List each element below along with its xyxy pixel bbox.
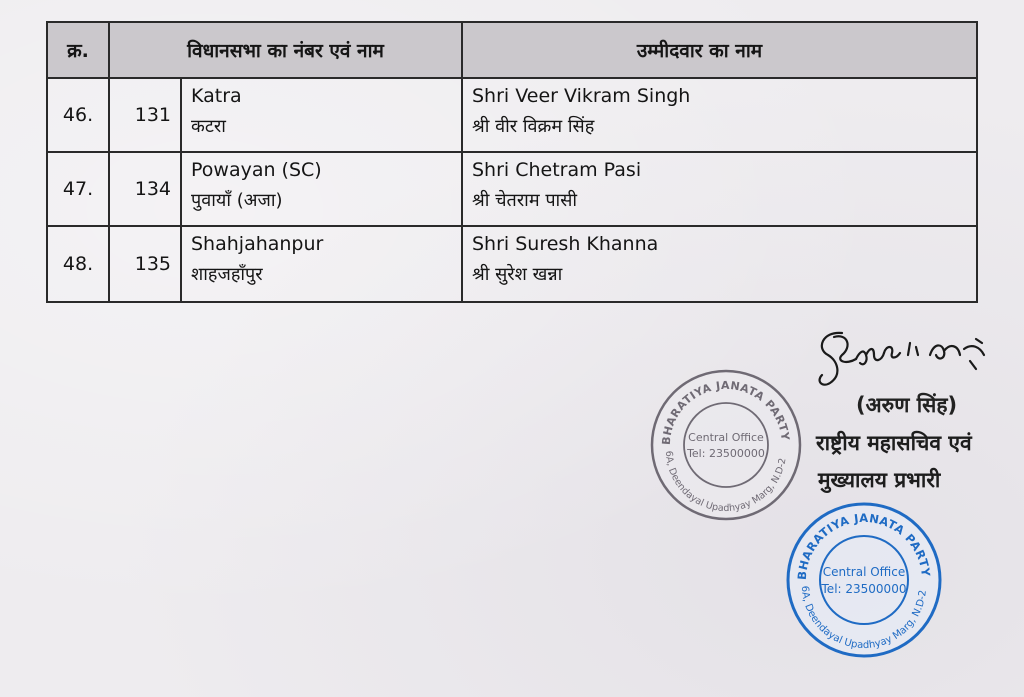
row-serial: 47. <box>48 153 110 225</box>
stamp-address: 6A, Deendayal Upadhyay Marg, N.D-2 <box>798 585 929 652</box>
constituency-number: 134 <box>110 153 182 225</box>
constituency-name-hi: पुवायाँ (अजा) <box>191 189 283 211</box>
stamp-tel: Tel: 23500000 <box>821 582 907 596</box>
designation-line-1: राष्ट्रीय महासचिव एवं <box>816 431 972 455</box>
header-constituency: विधानसभा का नंबर एवं नाम <box>110 23 463 77</box>
constituency-name-en: Powayan (SC) <box>191 159 322 181</box>
constituency-name-en: Shahjahanpur <box>191 233 324 255</box>
candidate-table <box>46 21 978 303</box>
candidate-name-hi: श्री वीर विक्रम सिंह <box>472 115 595 137</box>
candidate-name <box>463 227 976 301</box>
constituency-number: 135 <box>110 227 182 301</box>
row-serial: 46. <box>48 79 110 151</box>
signature-scribble <box>812 325 992 395</box>
signatory-designation <box>816 425 972 499</box>
stamp-org: BHARATIYA JANATA PARTY <box>794 510 934 581</box>
candidate-name-hi: श्री चेतराम पासी <box>472 189 578 211</box>
constituency-name <box>182 79 463 151</box>
table-row <box>48 153 976 227</box>
candidate-name-en: Shri Veer Vikram Singh <box>472 85 691 107</box>
table-header-row <box>48 23 976 79</box>
candidate-name-hi: श्री सुरेश खन्ना <box>472 263 563 285</box>
row-serial: 48. <box>48 227 110 301</box>
constituency-name-en: Katra <box>191 85 242 107</box>
constituency-name-hi: कटरा <box>191 115 226 137</box>
candidate-name-en: Shri Suresh Khanna <box>472 233 659 255</box>
designation-line-2: मुख्यालय प्रभारी <box>818 467 941 492</box>
constituency-number: 131 <box>110 79 182 151</box>
table-row <box>48 227 976 301</box>
stamp-office: Central Office <box>688 431 764 444</box>
header-candidate: उम्मीदवार का नाम <box>636 40 763 62</box>
stamp-address: 6A, Deendayal Upadhyay Marg, N.D-2 <box>662 450 789 515</box>
party-stamp-blue <box>784 500 944 660</box>
stamp-org: BHARATIYA JANATA PARTY <box>659 378 792 446</box>
table-row <box>48 79 976 153</box>
signatory-name: (अरुण सिंह) <box>856 393 958 417</box>
stamp-tel: Tel: 23500000 <box>687 447 765 460</box>
constituency-name-hi: शाहजहाँपुर <box>191 263 263 285</box>
candidate-name-en: Shri Chetram Pasi <box>472 159 642 181</box>
candidate-name <box>463 79 976 151</box>
header-serial: क्र. <box>48 23 110 77</box>
constituency-name <box>182 153 463 225</box>
candidate-name <box>463 153 976 225</box>
party-stamp-faded <box>648 367 804 523</box>
stamp-office: Central Office <box>822 565 906 579</box>
constituency-name <box>182 227 463 301</box>
